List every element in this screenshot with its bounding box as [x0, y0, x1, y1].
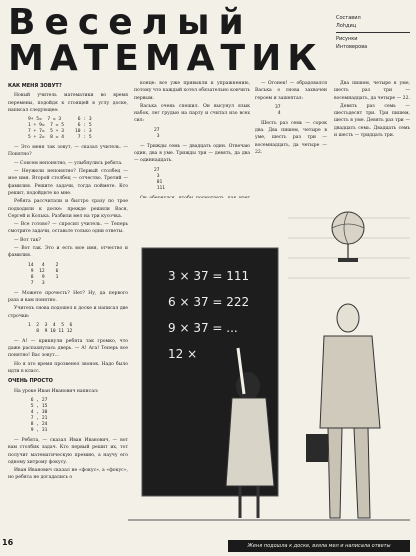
paragraph: — Ребята, — сказал Иван Иванович, — вот вам столбик задач. Кто первый решит их, тот получит математическую премию, а научу его одному хитрому фокусу. [8, 437, 128, 465]
credits [336, 14, 410, 51]
number-table-2: 14 4 2 9 12 6 8 9 1 7 3 [28, 262, 59, 286]
paragraph: Два пишем, четыре в уме, шесть раз три — восемнадцать, да четыре — 22. [334, 81, 410, 101]
credit-name-illustrator: Интоверова [336, 44, 368, 50]
title-line-1: Веселый [8, 2, 253, 43]
paragraph: — Огонек! — обрадовался Васька о снова захвачен героем и зашептал: [255, 81, 327, 101]
paragraph: — Вот так? [14, 237, 41, 243]
paragraph: Васька очень спешил. Он высунул язык набок, лег грудью на парту и считал изо всех сил: [134, 103, 250, 124]
column-4 [334, 80, 410, 140]
paragraph: Новый учитель математики во время перемены, подойдя к стоящей в углу доске, написал следующее: [8, 93, 128, 113]
column-3 [255, 80, 327, 157]
title-line-2: МАТЕМАТИК [8, 38, 323, 79]
paragraph: — А! — крикнули ребята так громко, что даже распахнулась дверь. — А! Ага! Теперь все понятно! Вас зовут... [8, 338, 128, 359]
paragraph: — Совсем непонятно, — улыбнулись ребята. [14, 160, 123, 166]
paragraph: Но я это время прозвенел звонок. Надо было идти в класс. [8, 361, 128, 375]
paragraph: — Неужели непонятно? Первый столбец — мое имя. Второй столбец — отчество. Третий — фамилия. Решите задачи, тогда поймете. Кто решит, подойдите ко мне. [8, 169, 128, 196]
briefcase-icon [306, 434, 328, 462]
illustration-caption: Женя подошла к доске, взяла мел и написала ответы [228, 540, 410, 552]
number-table-4: 6 , 27 5 , 15 4 , 30 7 , 21 8 , 24 9 , 31 [30, 397, 48, 433]
credit-divider [336, 32, 410, 33]
paragraph: Учитель снова подошел к доске и написал две строчки: [8, 306, 128, 319]
calc-block-3: 37 4 [275, 104, 281, 116]
blackboard-line-3: 9 × 37 = ... [168, 321, 238, 335]
paragraph: — Вот так. Это и есть мое имя, отчество и фамилия. [8, 246, 128, 259]
paragraph: Иван Иванович сказал не «фокус», а «фокус», но ребята не догадались о [8, 468, 128, 481]
credit-role-compiler: Составил [336, 15, 361, 21]
credit-name-compiler: Лоhдиц [336, 23, 357, 29]
column-1 [8, 80, 128, 483]
credit-role-illustrator: Рисунки [336, 36, 358, 42]
paragraph: Шесть раз семь — сорок два. Два пишем, четыре в уме, шесть раз три — восемнадцать, да четыре — 22. [255, 120, 327, 156]
number-table-1: 9+ 5= 7 = 3 6 : 3 1 + 9= 7 = 5 6 : 5 7 + 7= 5 + 3 10 : 3 5 + 2= 8 = 4 7 : 5 [28, 117, 92, 141]
paragraph: — Это меня так зовут, — сказал учитель. — Понятно? [8, 145, 128, 158]
blackboard-line-2: 6 × 37 = 222 [168, 295, 250, 309]
calc-block-2: 27 3 81 111 [154, 167, 166, 191]
title-block [8, 2, 330, 79]
paragraph: Ребята рассчитали и быстро сразу по трое подходили к доске: прежде решили Вася, Сергей и Колька. Разбили мел на три кусочка. [8, 199, 128, 219]
page-number: 16 [2, 538, 14, 547]
blackboard-line-4: 12 × [168, 347, 198, 361]
calc-block-1: 27 3 [154, 127, 160, 139]
paragraph: конце: все уже привыкли к упражнению, потому что каждый хотел обязательно кончить первым. [134, 81, 250, 101]
blackboard-line-1: 3 × 37 = 111 [168, 269, 250, 283]
number-table-3: 1 2 3 4 5 6 8 9 10 11 12 [28, 322, 73, 334]
paragraph: — Трижды семь — двадцать один. Отвечаю один, два в уме. Трижды три — девять, да два — одиннадцать. [134, 143, 250, 164]
paragraph: — Все готово? — спросил учитель. — Теперь смотрите задачи, оставьте только одни ответы. [8, 222, 128, 235]
paragraph: — Можете прочесть? Нет? Ну, да первого раза и вам понятно. [8, 290, 128, 303]
paragraph: Девять раз семь — шестьдесят три. Три пишем, шесть в уме. Девять раз три — двадцать семь. Двадцать семь и шесть — тридцать три. [334, 103, 410, 139]
section-heading-simple: ОЧЕНЬ ПРОСТО [8, 378, 53, 385]
illustration-blackboard-scene [128, 198, 410, 534]
paragraph: На уроке Иван Иванович написал: [14, 388, 99, 394]
section-heading-name: КАК МЕНЯ ЗОВУТ? [8, 83, 62, 89]
column-2 [134, 80, 250, 218]
